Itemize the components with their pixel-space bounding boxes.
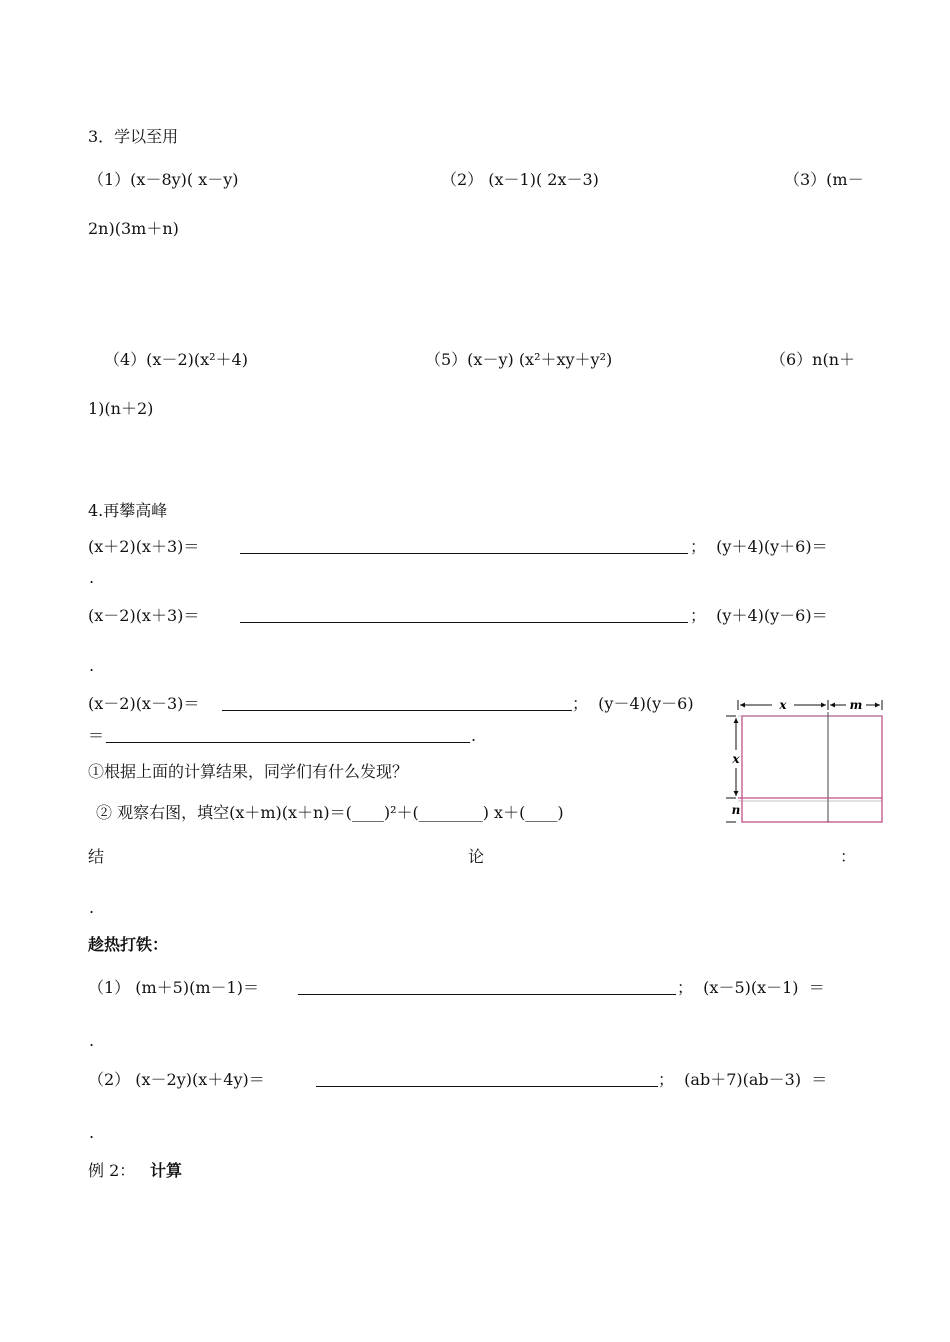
problem-5: （5）(x－y) (x²＋xy＋y²) [425,350,613,369]
period-mark: . [89,568,95,587]
problem-1: （1）(x－8y)( x－y) [88,170,239,189]
conclusion-label-2: 论 [468,847,485,866]
problem-3-part2: 2n)(3m＋n) [88,219,179,238]
conclusion-colon: ： [840,847,857,866]
practice-title: 趁热打铁： [88,935,169,954]
equation-2-right: ； (y＋4)(y－6)＝ [690,606,828,625]
answer-blank-3[interactable] [222,695,572,711]
period-mark: . [89,898,95,917]
example-title: 计算 [150,1161,183,1180]
question-2: ② 观察右图，填空(x＋m)(x＋n)＝(____)²＋(________) x＋(____) [96,803,564,822]
problem-4: （4）(x－2)(x²＋4) [104,350,248,369]
figure-label-side-x: x [732,752,740,766]
answer-blank-1[interactable] [240,538,688,554]
section3-title: 3．学以至用 [88,127,179,146]
section4-title: 4.再攀高峰 [88,501,168,520]
problem-3-part1: （3）(m－ [784,170,864,189]
figure-label-top-m: m [849,698,863,712]
equation-3-left: (x－2)(x－3)＝ [88,694,200,713]
practice-1-right: ； (x－5)(x－1) ＝ [677,978,825,997]
period-mark: . [471,726,477,745]
practice-2-left: （2） (x－2y)(x＋4y)＝ [88,1070,265,1089]
example-label: 例 2： [88,1161,136,1180]
figure-label-top-x: x [779,698,787,712]
problem-6-part2: 1)(n＋2) [88,399,154,418]
answer-blank-2[interactable] [240,607,688,623]
answer-blank-4[interactable] [106,727,470,743]
answer-blank-5[interactable] [298,979,676,995]
period-mark: . [89,1123,95,1142]
period-mark: . [89,1031,95,1050]
conclusion-label-1: 结 [88,847,105,866]
period-mark: . [89,656,95,675]
problem-2: （2） (x－1)( 2x－3) [441,170,599,189]
equation-3-equals: ＝ [88,726,105,745]
practice-2-right: ； (ab＋7)(ab－3) ＝ [658,1070,828,1089]
equation-3-right: ； (y－4)(y－6) [572,694,694,713]
equation-2-left: (x－2)(x＋3)＝ [88,606,200,625]
equation-1-left: (x＋2)(x＋3)＝ [88,537,200,556]
equation-1-right: ； (y＋4)(y＋6)＝ [690,537,828,556]
problem-6-part1: （6）n(n＋ [770,350,856,369]
question-1: ①根据上面的计算结果，同学们有什么发现？ [88,762,409,781]
figure-label-side-n: n [731,803,741,817]
figure-background [724,698,888,826]
answer-blank-6[interactable] [316,1071,658,1087]
area-model-figure [724,698,888,826]
practice-1-left: （1） (m＋5)(m－1)＝ [88,978,259,997]
